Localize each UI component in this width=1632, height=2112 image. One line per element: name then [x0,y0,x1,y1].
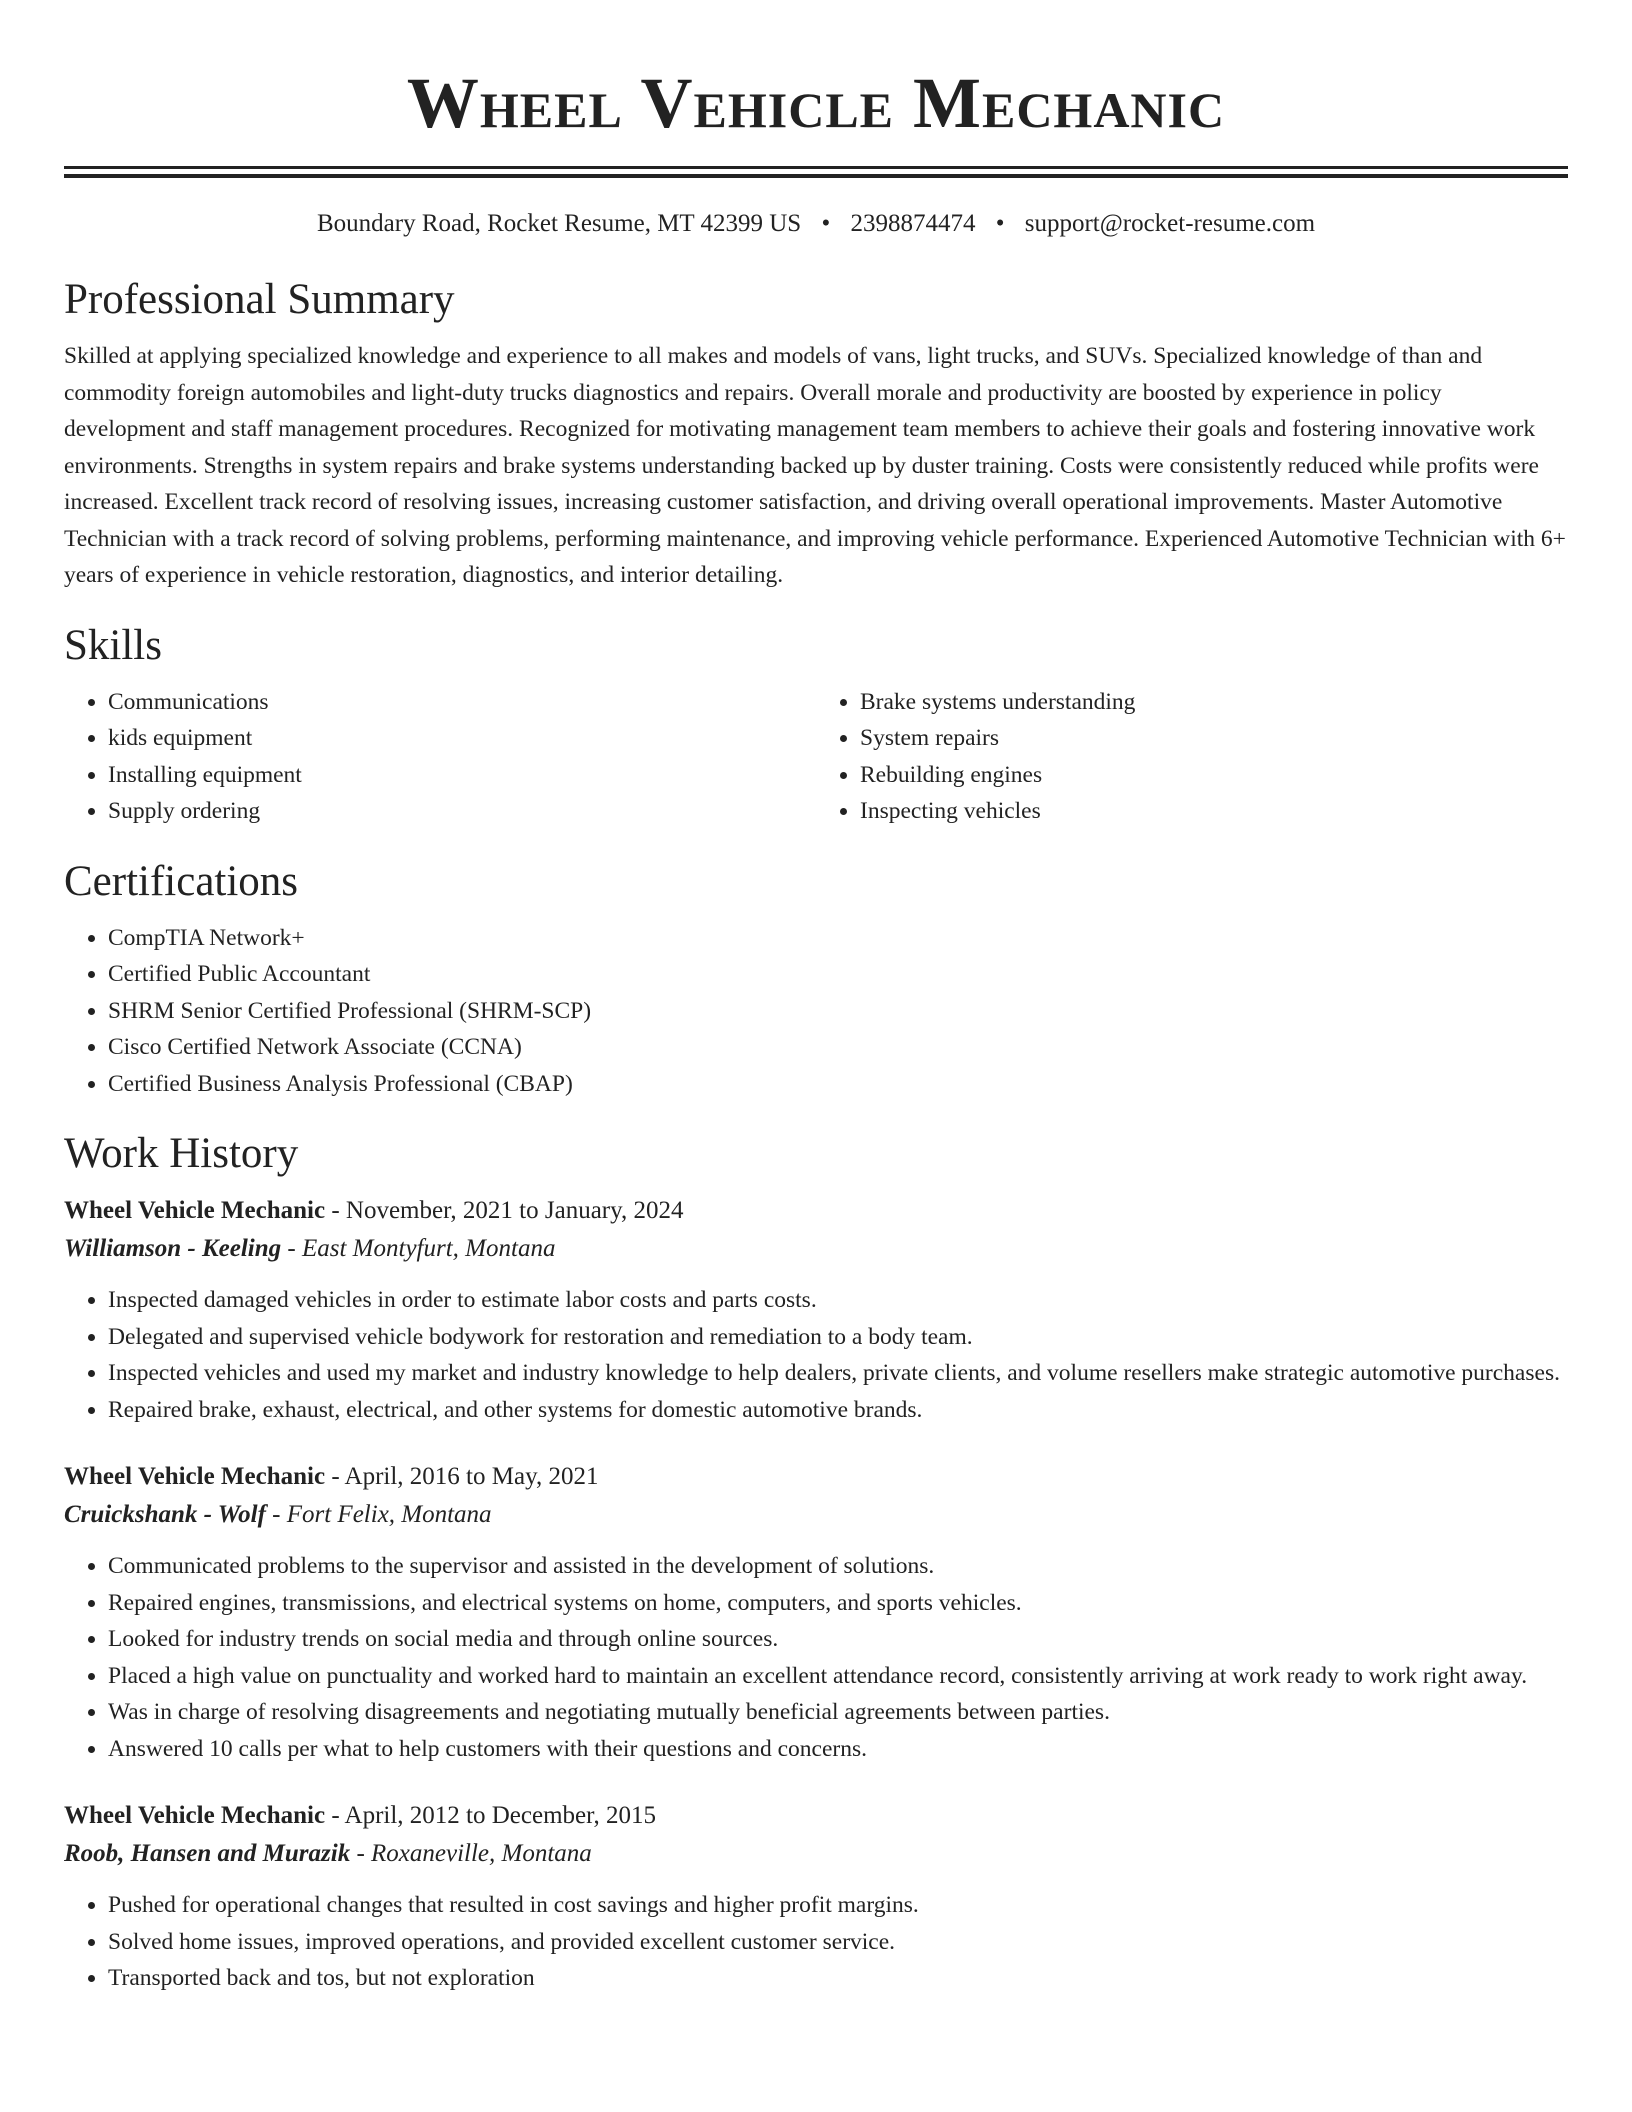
job-title: Wheel Vehicle Mechanic [64,1802,326,1829]
job-bullet: • Pushed for operational changes that resulted in cost savings and higher profit margins. [108,1887,1568,1924]
resume-name: Wheel Vehicle Mechanic [406,63,1226,143]
skills-column-right [816,684,1568,830]
job-bullet: • Looked for industry trends on social media and through online sources. [108,1621,1568,1658]
job-bullet: • Inspected vehicles and used my market and industry knowledge to help dealers, private clients, and volume resellers make strategic automotive purchases. [108,1355,1568,1392]
job-bullet: • Transported back and tos, but not exploration [108,1960,1568,1997]
skills-list [64,684,1568,830]
job-title-line: Wheel Vehicle Mechanic - November, 2021 to January, 2024 [64,1197,684,1224]
work-history-heading: Work History [64,1130,299,1177]
skill-item: • Brake systems understanding [860,684,1568,721]
contact-email: support@rocket-resume.com [1024,210,1316,237]
job-entry [64,1458,1568,1767]
job-bullet: • Communicated problems to the supervisor and assisted in the development of solutions. [108,1548,1568,1585]
summary-text: Skilled at applying specialized knowledge and experience to all makes and models of vans, light trucks, and SUVs. Specialized knowledge of than and commodity foreign automobiles and light-duty trucks diagnostics and repairs. Overall morale and productivity are boosted by experience in policy development and staff management procedures. Recognized for motivating management team members to achieve their goals and fostering innovative work environments. Strengths in system repairs and brake systems understanding backed up by duster training. Costs were consistently reduced while profits were increased. Excellent track record of resolving issues, increasing customer satisfaction, and driving overall operational improvements. Master Automotive Technician with a track record of solving problems, performing maintenance, and improving vehicle performance. Experienced Automotive Technician with 6+ years of experience in vehicle restoration, diagnostics, and interior detailing. [64,343,1566,588]
contact-separator: • [821,210,831,237]
certification-item: • CompTIA Network+ [108,920,1568,957]
job-title: Wheel Vehicle Mechanic [64,1197,326,1224]
job-bullet: • Repaired brake, exhaust, electrical, and other systems for domestic automotive brands. [108,1392,1568,1429]
skill-item: • Supply ordering [108,793,816,830]
job-location: East Montyfurt, Montana [301,1235,556,1262]
job-location: Fort Felix, Montana [286,1501,492,1528]
summary-heading: Professional Summary [64,276,455,323]
certification-item: • Certified Public Accountant [108,956,1568,993]
job-dates: April, 2012 to December, 2015 [344,1802,656,1829]
job-title-line: Wheel Vehicle Mechanic - April, 2012 to December, 2015 [64,1802,656,1829]
job-bullet: • Answered 10 calls per what to help customers with their questions and concerns. [108,1731,1568,1768]
job-dates: April, 2016 to May, 2021 [344,1463,599,1490]
certification-item: • SHRM Senior Certified Professional (SHRM-SCP) [108,993,1568,1030]
skill-item: • Rebuilding engines [860,757,1568,794]
job-bullet: • Inspected damaged vehicles in order to estimate labor costs and parts costs. [108,1282,1568,1319]
job-company: Cruickshank - Wolf [64,1501,266,1528]
job-company: Roob, Hansen and Murazik [64,1840,351,1867]
job-title-line: Wheel Vehicle Mechanic - April, 2016 to May, 2021 [64,1463,599,1490]
skills-heading: Skills [64,621,162,669]
job-title: Wheel Vehicle Mechanic [64,1463,326,1490]
job-bullets [64,1282,1568,1428]
job-company-line: Cruickshank - Wolf - Fort Felix, Montana [64,1501,492,1528]
job-bullet: • Delegated and supervised vehicle bodywork for restoration and remediation to a body team. [108,1319,1568,1356]
certifications-list [64,920,1568,1103]
contact-phone: 2398874474 [850,210,976,237]
job-dates: November, 2021 to January, 2024 [345,1197,684,1224]
job-entry [64,1192,1568,1428]
job-location: Roxaneville, Montana [371,1840,592,1867]
job-company: Williamson - Keeling [64,1235,282,1262]
skills-column-left [64,684,816,830]
job-bullets [64,1887,1568,1997]
skill-item: • Communications [108,684,816,721]
skill-item: • kids equipment [108,720,816,757]
job-bullet: • Solved home issues, improved operations, and provided excellent customer service. [108,1924,1568,1961]
job-bullet: • Was in charge of resolving disagreements and negotiating mutually beneficial agreements between parties. [108,1694,1568,1731]
contact-address: Boundary Road, Rocket Resume, MT 42399 US [316,210,802,237]
job-bullet: • Repaired engines, transmissions, and electrical systems on home, computers, and sports vehicles. [108,1585,1568,1622]
skill-item: • System repairs [860,720,1568,757]
job-company-line: Williamson - Keeling - East Montyfurt, Montana [64,1235,556,1262]
contact-line [64,206,1568,242]
certifications-heading: Certifications [64,857,299,905]
skill-item: • Inspecting vehicles [860,793,1568,830]
header-double-rule [64,166,1568,178]
certification-item: • Certified Business Analysis Professional (CBAP) [108,1066,1568,1103]
skill-item: • Installing equipment [108,757,816,794]
job-company-line: Roob, Hansen and Murazik - Roxaneville, Montana [64,1840,592,1867]
job-bullets [64,1548,1568,1767]
job-entry [64,1797,1568,1997]
contact-separator: • [995,210,1005,237]
job-bullet: • Placed a high value on punctuality and worked hard to maintain an excellent attendance record, consistently arriving at work ready to work right away. [108,1658,1568,1695]
certification-item: • Cisco Certified Network Associate (CCNA) [108,1029,1568,1066]
